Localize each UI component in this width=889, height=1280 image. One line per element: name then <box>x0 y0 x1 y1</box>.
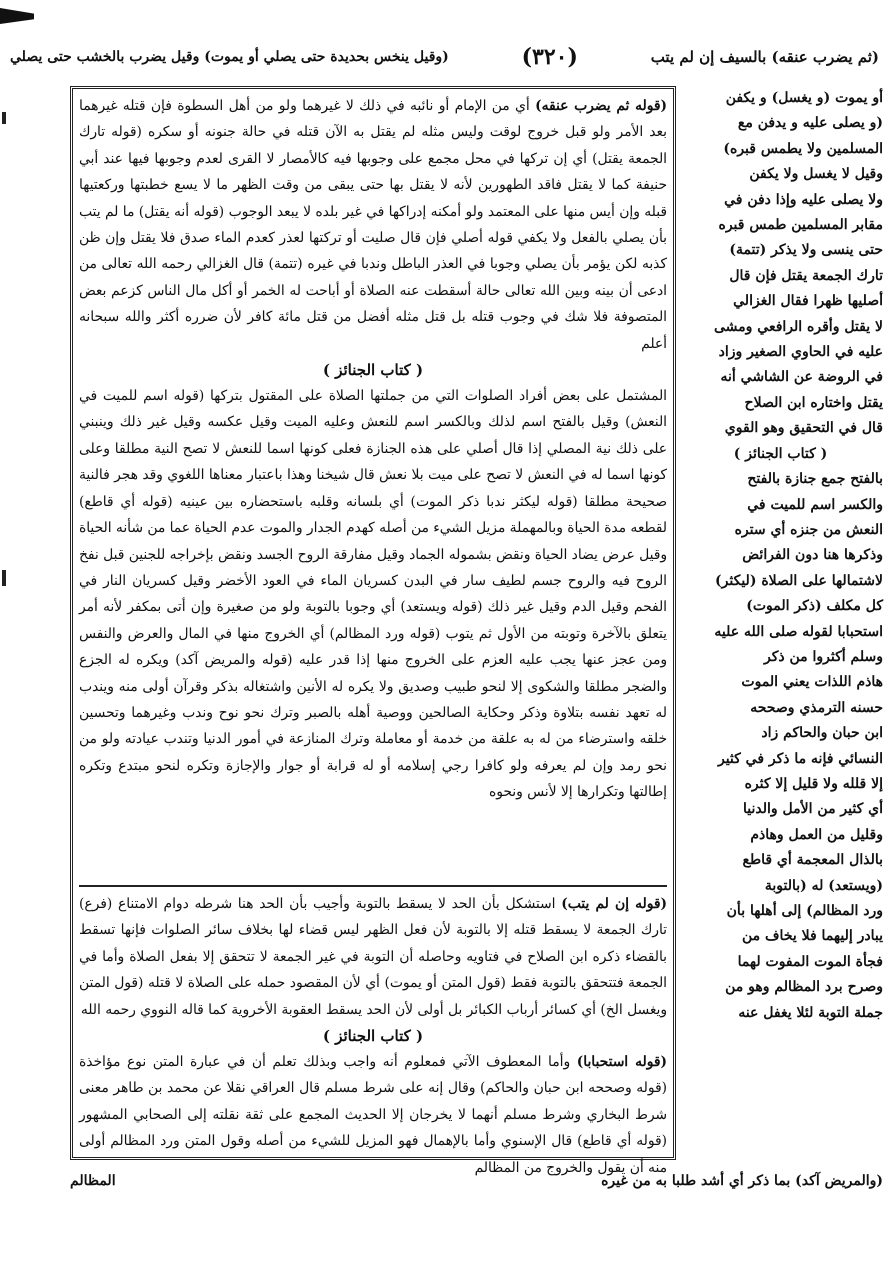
margin-line: حسنه الترمذي وصححه <box>750 699 883 716</box>
lower-commentary <box>79 885 667 1176</box>
margin-line: مقابر المسلمين طمس قبره <box>718 217 883 234</box>
margin-heading: ( كتاب الجنائز ) <box>733 445 828 462</box>
margin-line: وسلم أكثروا من ذكر <box>764 648 883 665</box>
footer-right-text: (والمريض آكد) بما ذكر أي أشد طلبا به من غيره <box>601 1173 883 1189</box>
corner-scan-mark <box>0 8 34 24</box>
margin-line: عليه في الحاوي الصغير وزاد <box>718 344 883 361</box>
margin-line: في الروضة عن الشاشي أنه <box>720 369 883 386</box>
commentary-paragraph <box>79 1049 667 1181</box>
paragraph-text: استشكل بأن الحد لا يسقط بالتوبة وأجيب بأن الحد هنا شرطه دوام الامتناع (فرع) تارك الجمعة لا يسقط قتله إلا بالتوبة لأن فعل الظهر ليس قضاء لها بخلاف سائر الصلوات فإنها تسقط بالقضاء ذكره ابن الصلاح في فتاويه وحاصله أن التوبة في غير الجمعة لا تتحقق إلا بفعل الصلاة وأما في الجمعة فتتحقق بالتوبة فقط (قول المتن أو يموت) أي لأن المقصود حمله على الصلاة لا قتله (قول المتن ويغسل الخ) أي كسائر أرباب الكبائر بل أولى لأن الحد يسقط العقوبة الأخروية كما قاله النووي رحمه الله <box>79 896 667 1018</box>
margin-line: قال في التحقيق وهو القوي <box>724 420 883 437</box>
margin-line: لا يقتل وأقره الرافعي ومشى <box>714 318 883 335</box>
edge-scan-mark <box>2 112 6 124</box>
quote-marker: (قوله إن لم يتب) <box>561 896 667 912</box>
margin-line: حتى ينسى ولا يذكر (تتمة) <box>729 242 883 259</box>
quote-marker: (قوله استحبابا) <box>576 1054 667 1071</box>
margin-line: بالفتح جمع جنازة بالفتح <box>747 471 883 488</box>
commentary-paragraph <box>79 93 667 357</box>
margin-line: تارك الجمعة يقتل فإن قال <box>729 267 883 284</box>
edge-scan-mark <box>2 570 6 586</box>
section-heading: ( كتاب الجنائز ) <box>322 1027 424 1046</box>
margin-line: يقتل واختاره ابن الصلاح <box>744 394 883 411</box>
margin-line: جملة التوبة لئلا يغفل عنه <box>738 1004 883 1021</box>
commentary-paragraph <box>79 383 667 806</box>
margin-line: بالذال المعجمة أي قاطع <box>742 852 883 869</box>
margin-line: يبادر إليهما فلا يخاف من <box>742 928 883 945</box>
commentary-paragraph <box>79 891 667 1023</box>
page-footer <box>70 1166 883 1196</box>
margin-line: وقيل لا يغسل ولا يكفن <box>749 166 883 183</box>
margin-line: وقليل من العمل وهاذم <box>750 826 883 843</box>
paragraph-text: أي من الإمام أو نائبه في ذلك لا غيرهما ولو من أهل السطوة فإن قتله غيرهما بعد الأمر ولو قبل خروج لوقت وليس مثله لم يقتل به الآن قتله في حالة جنونه أو سكره (قوله تارك الجمعة يقتل) أي إن تركها في محل مجمع على وجوبها فيه كالأمصار لا القرى لعدم وجوبها فيها عند أبي حنيفة كما لا يقتل فاقد الطهورين لأنه لا يقتل بها حتى يبقى من وقت الظهر ما لا يسع خطبتها وركعتيها قبله وإن أيس منها على المعتمد ولو أمكنه إدراكها في غير بلده لا يبعد الوجوب (قوله أنه يقتل) ما لم يتب بأن يصلي بالفعل ولا يكفي قوله أصلي فإن قال صليت أو تركتها لعذر كعدم الماء صدق فلا يقتل وإن ظن كذبه لكن يؤمر بأن يصلي وجوبا في العذر الباطل وندبا في غيره (تتمة) قال الغزالي رحمه الله تعالى من ادعى أن بينه وبين الله تعالى حالة أسقطت عنه الصلاة أو أباحت له الخمر أو أكل مال الناس كزعم بعض المتصوفة فلا شك في وجوب قتله بل قتل مثله أفضل من قتل مائة كافر لأن ضرره أكثر والله سبحانه أعلم <box>79 98 667 352</box>
footer-catchword: المظالم <box>70 1173 116 1189</box>
margin-line: (ويستعد) له (بالتوبة <box>764 877 883 894</box>
margin-line: وصرح برد المظالم وهو من <box>725 979 883 996</box>
paragraph-text: وأما المعطوف الآتي فمعلوم أنه واجب وبذلك تعلم أن في عبارة المتن نوع مؤاخذة (قوله وصححه ابن حبان والحاكم) وقال إنه على شرط مسلم قال العراقي نقلا عن محمد بن طاهر معنى شرط البخاري وشرط مسلم أنهما لا يخرجان إلا الحديث المجمع على ثقة نقلته إلى الصحابي المشهور (قوله أي قاطع) قال الإسنوي وأما بالإهمال فهو المزيل للشيء من أصله وقول المتن ورد المظالم أولى منه أن يقول والخروج من المظالم <box>79 1054 667 1176</box>
margin-line: إلا قلله ولا قليل إلا كثره <box>744 775 883 792</box>
margin-column <box>678 86 883 1160</box>
margin-line: والكسر اسم للميت في <box>747 496 883 513</box>
margin-line: فجأة الموت المفوت لهما <box>737 953 883 970</box>
section-heading: ( كتاب الجنائز ) <box>322 361 424 380</box>
upper-commentary <box>79 93 667 885</box>
quote-marker: (قوله ثم يضرب عنقه) <box>535 98 667 114</box>
margin-line: استحبابا لقوله صلى الله عليه <box>714 623 883 640</box>
commentary-body <box>79 93 667 1176</box>
margin-line: وذكرها هنا دون الفرائض <box>742 547 883 564</box>
margin-line: (و يصلى عليه و يدفن مع <box>737 115 883 132</box>
margin-line: ابن حبان والحاكم زاد <box>761 725 883 742</box>
margin-line: ورد المظالم) إلى أهلها بأن <box>726 903 883 919</box>
margin-line: ولا يصلى عليه وإذا دفن في <box>724 191 883 208</box>
page-number: (٣٢٠) <box>521 44 578 70</box>
margin-line: أي كثير من الأمل والدنيا <box>743 801 883 818</box>
margin-line: النسائي فإنه ما ذكر في كثير <box>717 750 883 767</box>
header-left-text: (وقيل ينخس بحديدة حتى يصلي أو يموت) وقيل يضرب بالخشب حتى يصلي <box>10 49 449 65</box>
header-right-text: (ثم يضرب عنقه) بالسيف إن لم يتب <box>650 48 879 66</box>
paragraph-text: المشتمل على بعض أفراد الصلوات التي من جملتها الصلاة على المقتول بتركها (قوله اسم للميت في النعش) وقيل بالفتح اسم لذلك وبالكسر اسم للنعش وعليه الميت وقيل عكسه وقيل غير ذلك وينبني على ذلك نية المصلي إذا قال أصلي على هذه الجنازة فعلى كونها اسما للنعش لا تصح النية مطلقا وعلى كونها اسما له في النعش لا تصح على ميت بلا نعش قال شيخنا وهذا باعتبار معناها اللغوي وقد هجر فالنية صحيحة مطلقا (قوله ليكثر ندبا ذكر الموت) أي بلسانه وقلبه باستحضاره بين عينيه (قوله أي قاطع) لقطعه مدة الحياة وبالمهملة مزيل الشيء من أصله كهدم الجدار والموت عدم الحياة عما من شأنه الحياة وقيل عرض يضاد الحياة ونقض بشموله الجماد وقيل مفارقة الروح الجسد ونقض بإخراجه للجنين قبل نفخ الروح فيه والروح جسم لطيف سار في البدن كسريان الماء في العود الأخضر وقيل كسريان النار في الفحم وقيل الدم وقيل غير ذلك (قوله ويستعد) أي وجوبا بالتوبة ولو من صغيرة وإن أتى بمكفر لأنه أمر يتعلق بالآخرة وتوبته من الأول ثم يتوب (قوله ورد المظالم) أي الخروج منها في المال والعرض والنفس ومن عجز عنها يجب عليه العزم على الخروج منها إذا قدر عليه (قوله والمريض آكد) ويكره له الجزع والضجر مطلقا والشكوى إلا لنحو طبيب وصديق ولا يكره له الأنين واشتغاله بذكر وقرآن أولى منه ويندب له تعهد نفسه بتلاوة وذكر وحكاية الصالحين ووصية أهله بالصبر وترك نحو نوح وندب وغيرهما وتحسين خلقه واسترضاء من له به علقة من خدمة أو معاملة وترك المنازعة في أمور الدنيا وتندب عيادته ولو من نحو رمد وإن لم يعرفه ولو كافرا رجي إسلامه أو له قرابة أو جوار والإجازة وتكره لنحو مبتدع وتكره إطالتها وتكرارها إلا لأنس ونحوه <box>79 388 667 801</box>
commentary-frame <box>70 86 676 1176</box>
margin-line: النعش من جنزه أي ستره <box>734 521 883 538</box>
margin-line: هاذم اللذات يعني الموت <box>741 674 883 691</box>
margin-line: لاشتمالها على الصلاة (ليكثر) <box>715 572 883 589</box>
page-header <box>10 38 879 76</box>
margin-line: أو يموت (و يغسل) و يكفن <box>725 90 883 106</box>
margin-line: كل مكلف (ذكر الموت) <box>746 598 883 615</box>
margin-line: المسلمين ولا يطمس قبره) <box>723 140 883 157</box>
margin-line: أصليها ظهرا فقال الغزالي <box>733 293 883 310</box>
